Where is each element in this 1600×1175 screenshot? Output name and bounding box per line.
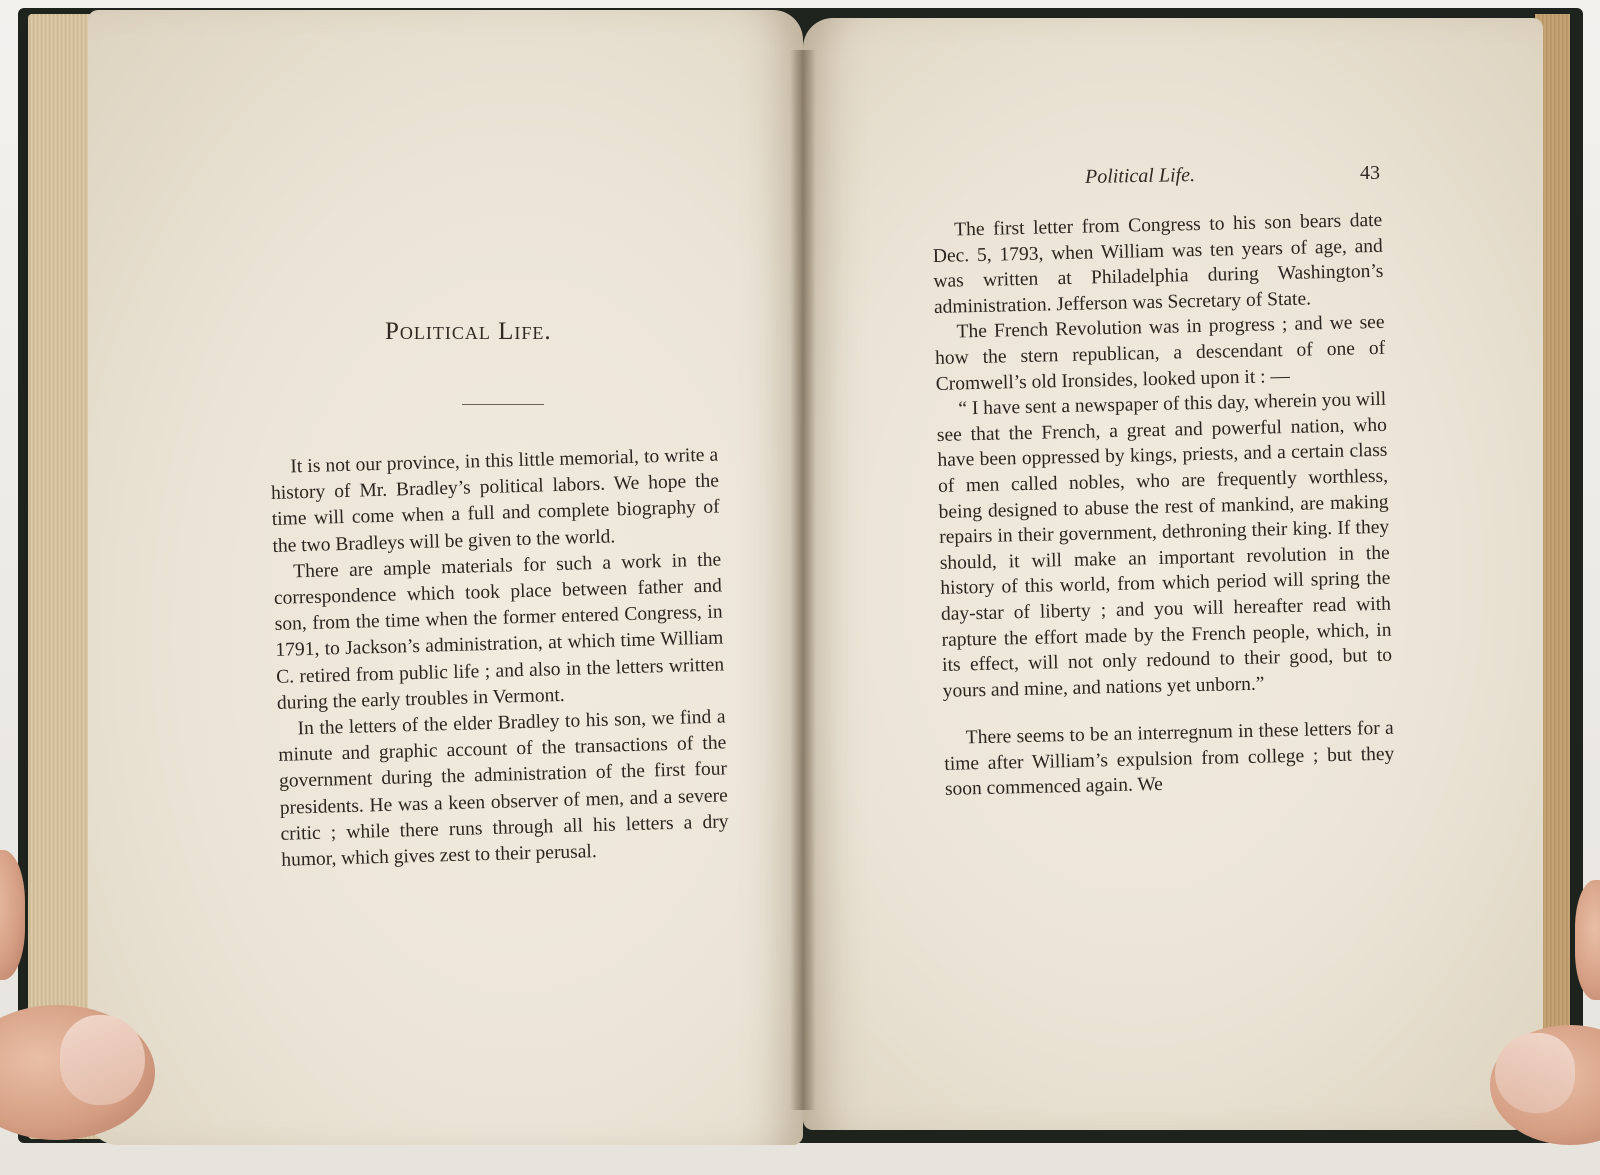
chapter-title: Political Life.	[385, 318, 552, 345]
left-page-body	[270, 442, 730, 874]
left-thumbnail	[60, 1015, 145, 1105]
title-rule	[462, 404, 544, 405]
right-paragraph-1: The first letter from Congress to his son bears date Dec. 5, 1793, when William was ten years of age, and was written at Philadelphia during Washington’s administration. Jefferson was Secretary of State.	[932, 209, 1384, 318]
left-paragraph-2: There are ample materials for such a work in the correspondence which took place between father and son, from the time when the former entered Congress, in 1791, to Jackson’s administration, at which time William C. retired from public life ; and also in the letters written during the early troubles in Vermont.	[273, 549, 725, 714]
left-paragraph-1: It is not our province, in this little memorial, to write a history of Mr. Bradley’s political labors. We hope the time will come when a full and complete biography of the two Bradleys will be given to the world.	[270, 444, 720, 557]
book-gutter	[790, 50, 816, 1110]
right-thumbnail	[1495, 1033, 1575, 1113]
right-finger	[1575, 880, 1600, 1000]
left-paragraph-3: In the letters of the elder Bradley to his son, we find a minute and graphic account of the transactions of the government during the administration of the first four presidents. He was a keen observer of men, and a severe critic ; while there runs through all his letters a dry humor, which gives zest to their perusal.	[278, 706, 729, 871]
right-page-body	[932, 208, 1395, 803]
running-head: Political Life.	[1084, 164, 1196, 188]
right-paragraph-4: There seems to be an interregnum in these letters for a time after William’s expulsion from college ; but they soon commenced again. We	[944, 717, 1395, 801]
right-paragraph-3: “ I have sent a newspaper of this day, wherein you will see that the French, a great and powerful nation, who have been oppressed by kings, priests, and a certain class of men called nobles, who are frequently worthless, being designed to abuse the rest of mankind, are making repairs in their government, dethroning their king. If they should, it will make an important revolution in the history of this world, from which period will spring the day-star of liberty ; and you will hereafter read with rapture the effort made by the French people, which, in its effect, will not only redound to their good, but to yours and mine, and nations yet unborn.”	[936, 388, 1393, 702]
right-paragraph-2: The French Revolution was in progress ; and we see how the stern republican, a descendant of one of Cromwell’s old Ironsides, looked upon it : —	[934, 312, 1386, 395]
page-number: 43	[1360, 162, 1380, 184]
